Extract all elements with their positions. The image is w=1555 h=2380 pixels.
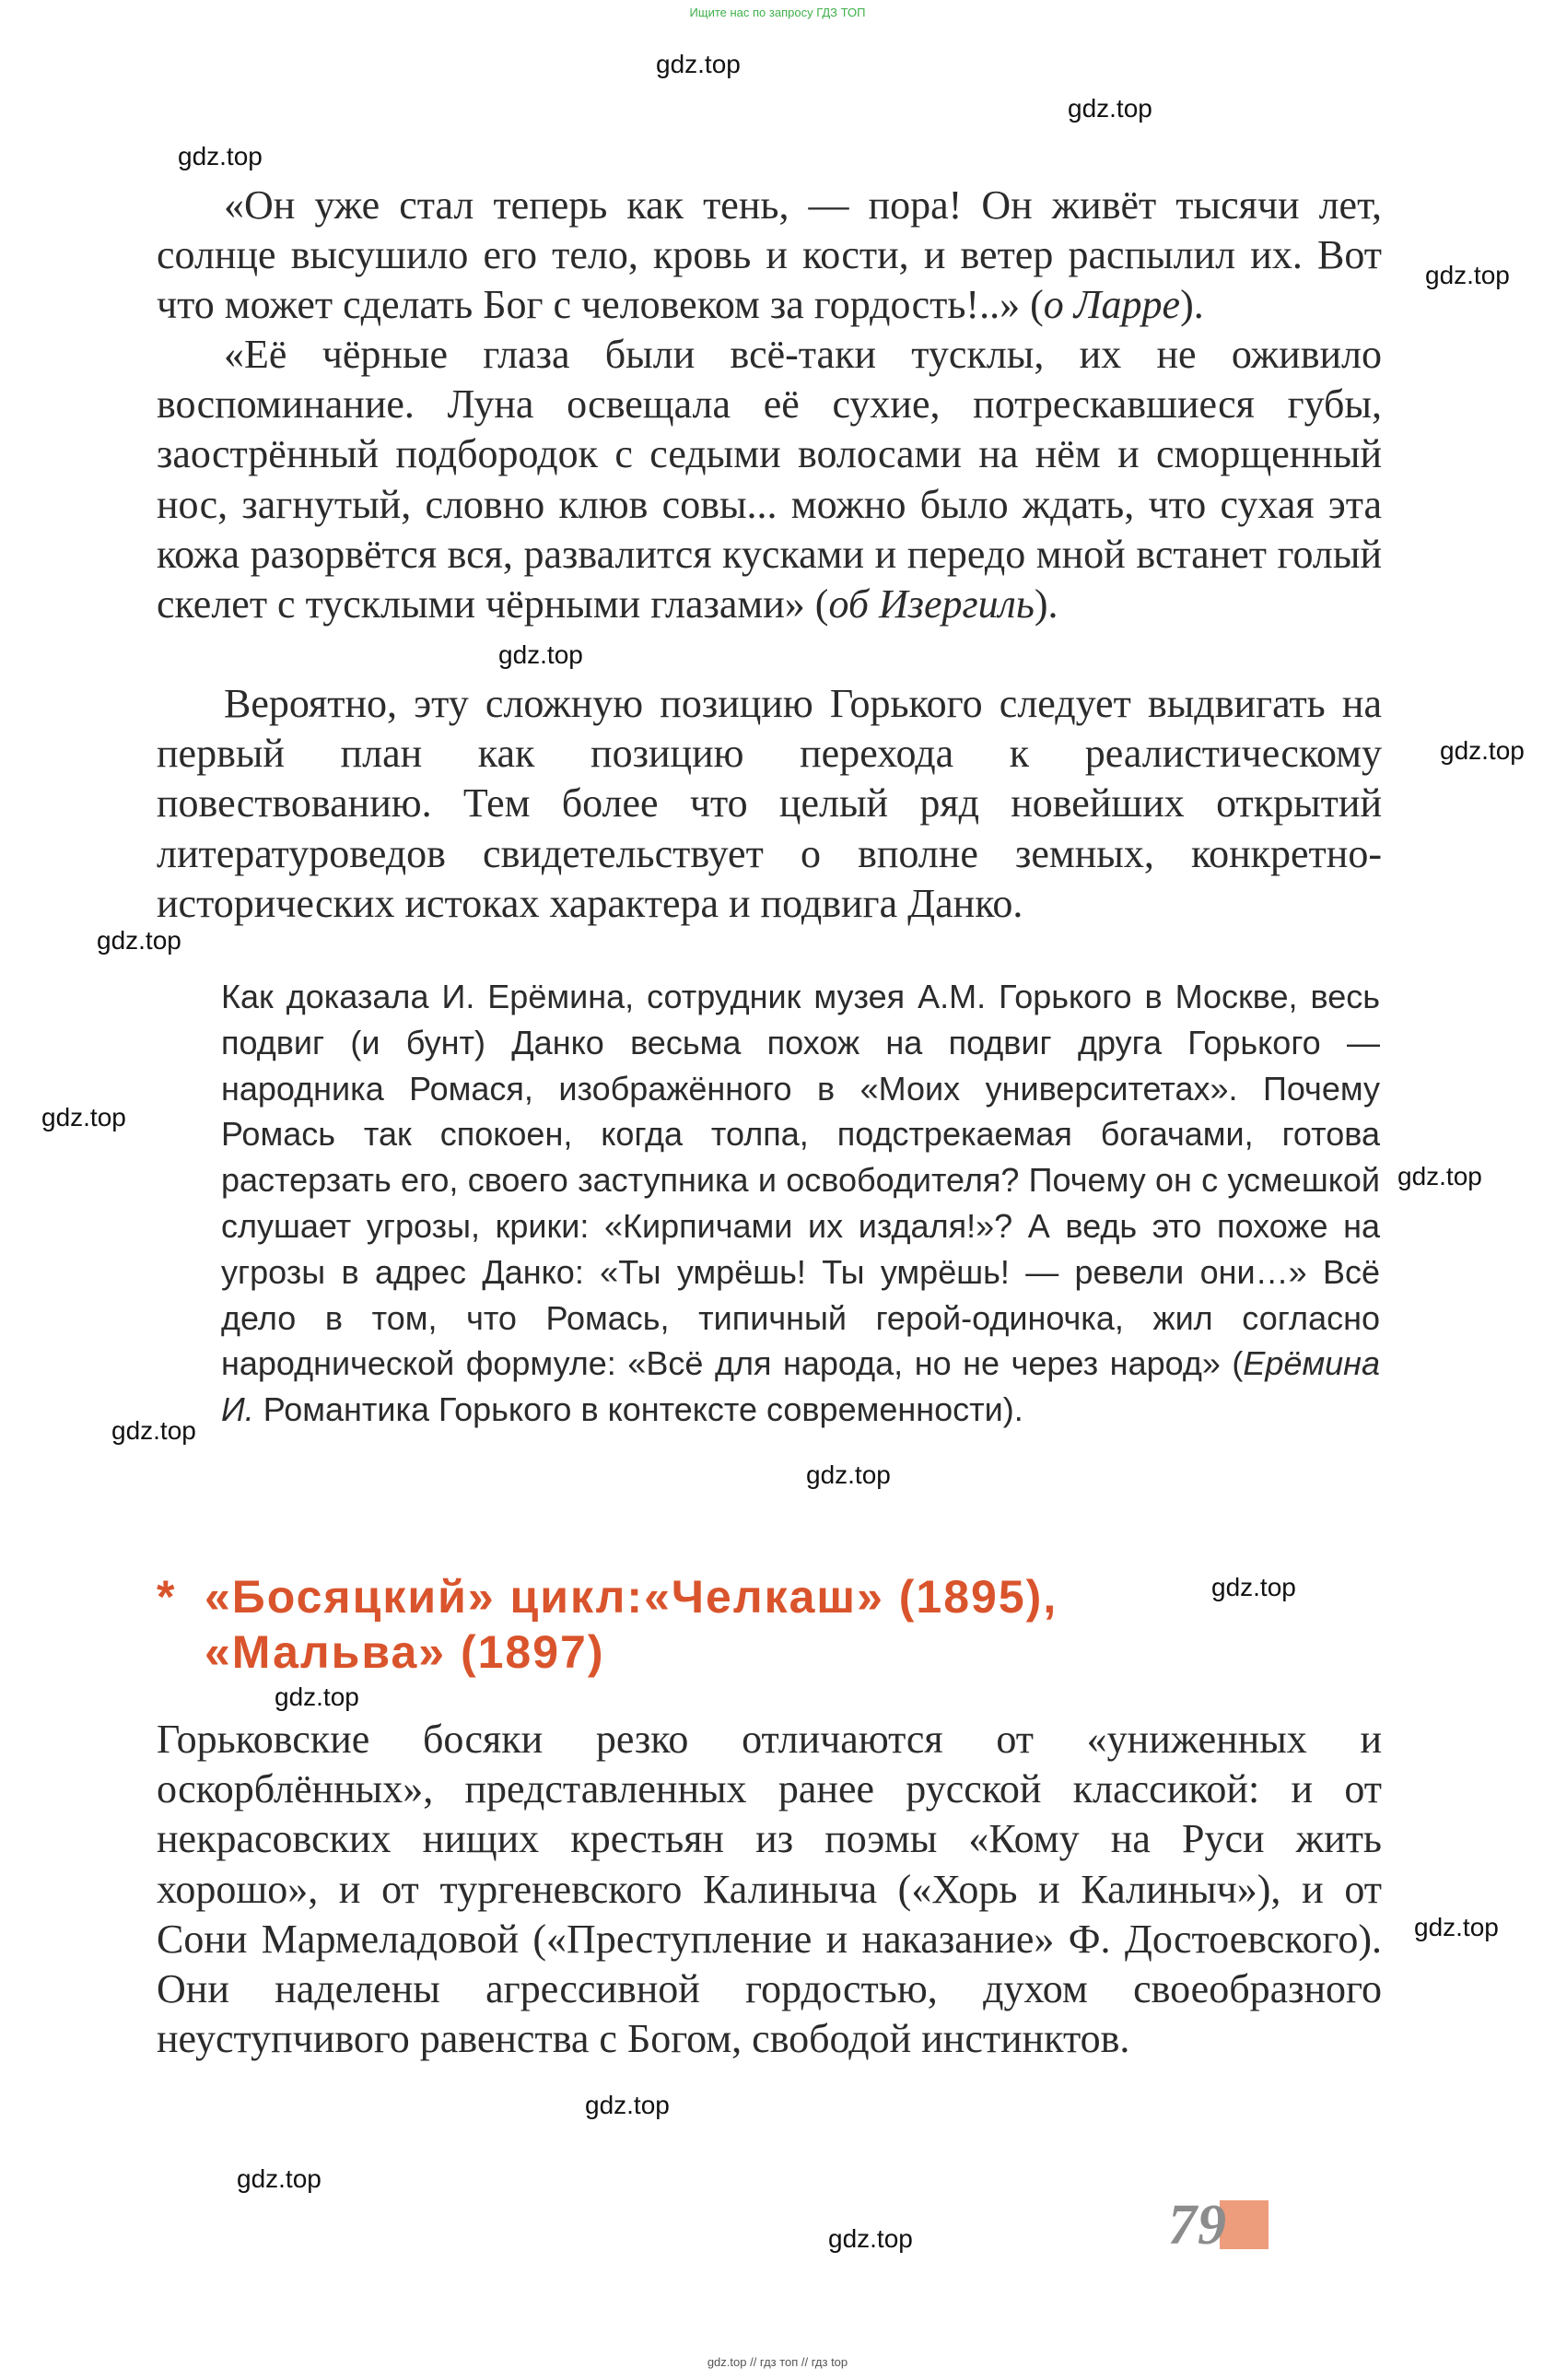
watermark: gdz.top xyxy=(1414,1913,1499,1941)
watermark: gdz.top xyxy=(1440,736,1525,765)
quote-izergil-body: «Её чёрные глаза были всё-таки тусклы, их не оживило воспоминание. Луна освещала её сухие, потрескавшиеся губы, заострённый подбородок с седыми волосами на нём и сморщенный нос, загнутый, словно клюв совы... можно было ждать, что сухая эта кожа разорвётся вся, развалится кусками и передо мной встанет голый скелет с тусклыми чёрными глазами» ( xyxy=(157,332,1382,627)
watermark: gdz.top xyxy=(237,2164,322,2193)
paragraph-bosyaki xyxy=(157,1715,1382,2064)
quote-larra-body: «Он уже стал теперь как тень, — пора! Он живёт тысячи лет, солнце высушило его тело, кровь и кости, и ветер распылил их. Вот что может сделать Бог с человеком за гордость!..» ( xyxy=(157,182,1382,328)
quote-larra-text xyxy=(157,181,1382,331)
bottom-source-note: gdz.top // гдз топ // гдз top xyxy=(707,2355,848,2369)
quote-izergil-text xyxy=(157,330,1382,629)
watermark: gdz.top xyxy=(1397,1162,1482,1190)
eremina-note-text xyxy=(221,974,1380,1433)
watermark: gdz.top xyxy=(111,1416,196,1445)
watermark: gdz.top xyxy=(1425,261,1510,289)
quote-larra-tail: ). xyxy=(1180,282,1204,328)
top-search-hint: Ищите нас по запросу ГДЗ ТОП xyxy=(689,6,866,19)
paragraph-gorky-position-text: Вероятно, эту сложную позицию Горького следует выдвигать на первый план как позицию перехода к реалистическому повествованию. Тем более что целый ряд новейших открытий литературоведов свидетельствует о вполне земных, конкретно-исторических истоках характера и подвига Данко. xyxy=(157,681,1382,926)
quote-larra xyxy=(157,181,1382,331)
watermark: gdz.top xyxy=(806,1460,891,1489)
eremina-note-tail: Романтика Горького в контексте современности). xyxy=(253,1390,1023,1429)
paragraph-bosyaki-text: Горьковские босяки резко отличаются от «униженных и оскорблённых», представленных ранее русской классикой: и от некрасовских нищих крестьян из поэмы «Кому на Руси жить хорошо», и от тургеневского Калиныча («Хорь и Калиныч»), и от Сони Мармеладовой («Преступление и наказание» Ф. Достоевского). Они наделены агрессивной гордостью, духом своеобразного неуступчивого равенства с Богом, свободой инстинктов. xyxy=(157,1717,1382,2062)
watermark: gdz.top xyxy=(275,1682,359,1711)
page-number: 79 xyxy=(1168,2194,1227,2257)
watermark: gdz.top xyxy=(828,2224,913,2253)
eremina-note-author: Ерёмина И. xyxy=(221,1344,1380,1429)
watermark: gdz.top xyxy=(585,2091,670,2119)
quote-izergil-attribution: об Изергиль xyxy=(828,581,1035,627)
section-heading xyxy=(157,1569,1207,1680)
eremina-note xyxy=(221,974,1380,1433)
quote-izergil xyxy=(157,330,1382,629)
heading-line-2: «Мальва» (1897) xyxy=(205,1626,605,1678)
quote-izergil-tail: ). xyxy=(1034,581,1058,627)
paragraph-gorky-position xyxy=(157,679,1382,929)
watermark: gdz.top xyxy=(97,926,181,955)
watermark: gdz.top xyxy=(1068,94,1152,123)
heading-star: * xyxy=(157,1571,177,1623)
eremina-note-body: Как доказала И. Ерёмина, сотрудник музея А.М. Горького в Москве, весь подвиг (и бунт) Данко весьма похож на подвиг друга Горького — народника Ромася, изображённого в «Моих университетах». Почему Ромась так спокоен, когда толпа, подстрекаемая богачами, готова растерзать его, своего заступника и освободителя? Почему он с усмешкой слушает угрозы, крики: «Кирпичами их издаля!»? А ведь это похоже на угрозы в адрес Данко: «Ты умрёшь! Ты умрёшь! — ревели они…» Всё дело в том, что Ромась, типичный герой-одиночка, жил согласно народнической формуле: «Всё для народа, но не через народ» ( xyxy=(221,978,1380,1383)
watermark: gdz.top xyxy=(656,50,741,78)
heading-line-1: «Босяцкий» цикл:«Челкаш» (1895), xyxy=(205,1571,1058,1623)
watermark: gdz.top xyxy=(498,640,583,669)
watermark: gdz.top xyxy=(178,142,263,170)
watermark: gdz.top xyxy=(1211,1573,1296,1601)
watermark: gdz.top xyxy=(41,1103,126,1131)
quote-larra-attribution: о Ларре xyxy=(1043,282,1181,328)
